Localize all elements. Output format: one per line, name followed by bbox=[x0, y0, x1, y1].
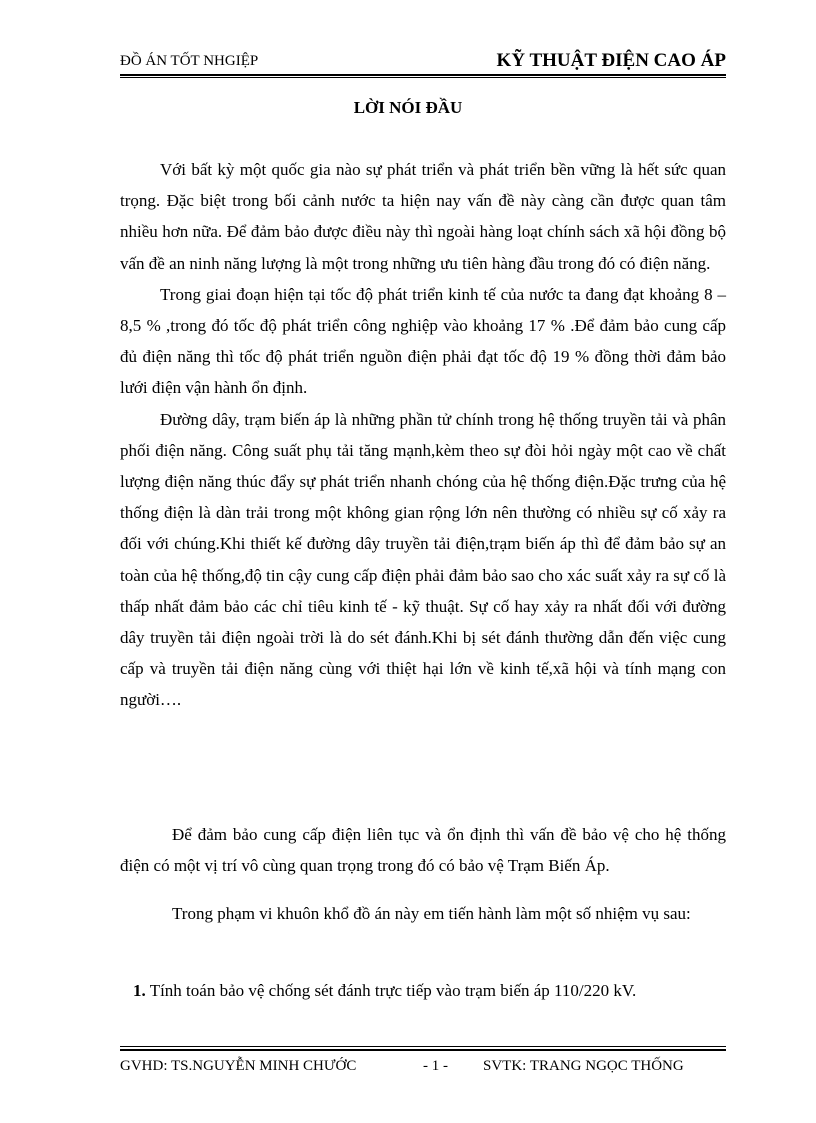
footer-student: SVTK: TRANG NGỌC THỐNG bbox=[483, 1058, 684, 1074]
header-divider-thin bbox=[120, 77, 726, 78]
body-section-1 bbox=[120, 154, 726, 716]
list-item bbox=[133, 981, 636, 1001]
body-section-2 bbox=[120, 819, 726, 881]
page-header bbox=[120, 48, 726, 74]
header-right-title: KỸ THUẬT ĐIỆN CAO ÁP bbox=[496, 50, 726, 71]
paragraph-2: Trong giai đoạn hiện tại tốc độ phát triển kinh tế của nước ta đang đạt khoảng 8 – 8,5 % ,trong đó tốc độ phát triển công nghiệp vào khoảng 17 % .Để đảm bảo cung cấp đủ điện năng thì tốc độ phát triển nguồn điện phải đạt tốc độ 19 % đồng thời đảm bảo lưới điện vận hành ổn định. bbox=[120, 284, 726, 398]
list-item-text: Tính toán bảo vệ chống sét đánh trực tiếp vào trạm biến áp 110/220 kV. bbox=[145, 981, 637, 1000]
paragraph-5: Trong phạm vi khuôn khổ đồ án này em tiến hành làm một số nhiệm vụ sau: bbox=[172, 904, 691, 923]
footer-divider-thick bbox=[120, 1049, 726, 1051]
body-section-3 bbox=[120, 898, 726, 929]
paragraph-4: Để đảm bảo cung cấp điện liên tục và ổn định thì vấn đề bảo vệ cho hệ thống điện có một vị trí vô cùng quan trọng trong đó có bảo vệ Trạm Biến Áp. bbox=[120, 825, 726, 876]
paragraph-3: Đường dây, trạm biến áp là những phần tử chính trong hệ thống truyền tải và phân phối điện năng. Công suất phụ tải tăng mạnh,kèm theo sự đòi hỏi ngày một cao về chất lượng điện năng thúc đẩy sự phát triển nhanh chóng của hệ thống điện.Đặc trưng của hệ thống điện là dàn trải trong một không gian rộng lớn nên thường có nhiều sự cố xảy ra đối với chúng.Khi thiết kế đường dây truyền tải điện,trạm biến áp thì để đảm bảo sự an toàn của hệ thống,độ tin cậy cung cấp điện phải đảm bảo sao cho xác suất xảy ra sự cố là thấp nhất đảm bảo các chỉ tiêu kinh tế - kỹ thuật. Sự cố hay xảy ra nhất đối với đường dây truyền tải điện ngoài trời là do sét đánh.Khi bị sét đánh thường dẫn đến việc cung cấp và truyền tải điện năng cùng với thiệt hại lớn về kinh tế,xã hội và tính mạng con người…. bbox=[120, 409, 726, 710]
footer-divider-thin bbox=[120, 1046, 726, 1047]
footer-advisor: GVHD: TS.NGUYỄN MINH CHƯỚC bbox=[120, 1058, 357, 1074]
page-title: LỜI NÓI ĐẦU bbox=[353, 98, 463, 117]
footer-page-number: - 1 - bbox=[423, 1058, 448, 1074]
list-item-number: 1. bbox=[133, 981, 146, 1000]
paragraph-1: Với bất kỳ một quốc gia nào sự phát triển và phát triển bền vững là hết sức quan trọng. Đặc biệt trong bối cảnh nước ta hiện nay vấn đề này càng cần được quan tâm nhiều hơn nữa. Để đảm bảo được điều này thì ngoài hàng loạt chính sách xã hội đồng bộ vấn đề an ninh năng lượng là một trong những ưu tiên hàng đầu trong đó có điện năng. bbox=[120, 160, 726, 273]
header-left-title: ĐỒ ÁN TỐT NHGIỆP bbox=[120, 53, 259, 69]
header-divider-thick bbox=[120, 74, 726, 76]
